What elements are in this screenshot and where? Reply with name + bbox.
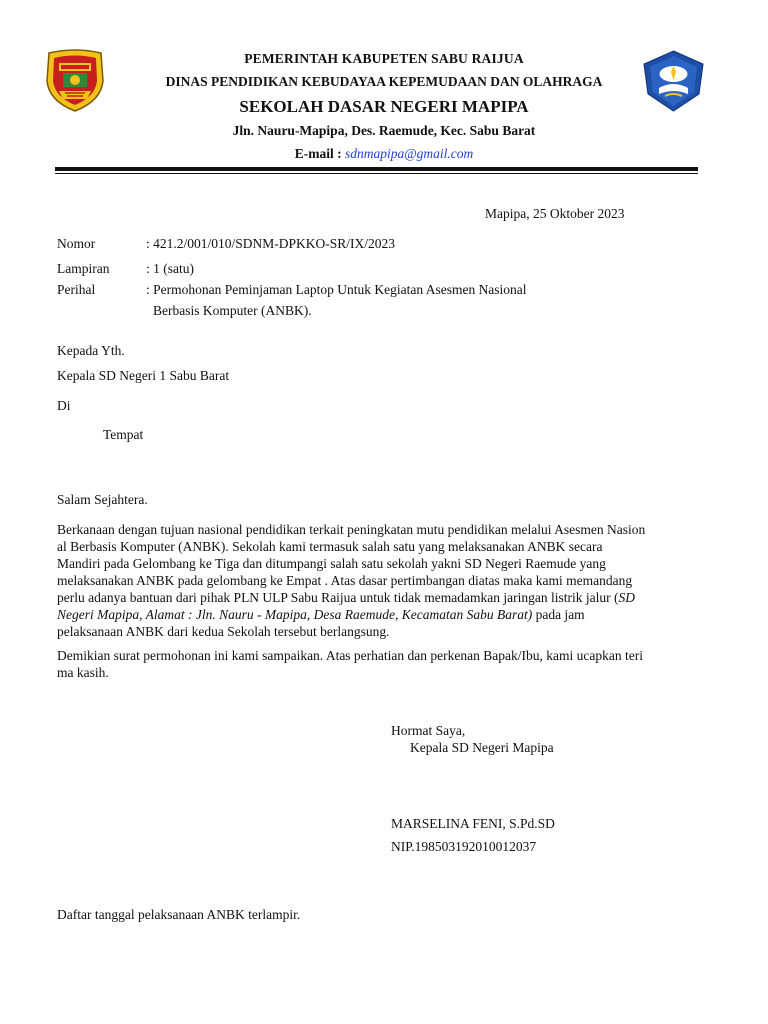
government-title: PEMERINTAH KABUPETEN SABU RAIJUA [244,51,524,66]
paragraph1-line [57,606,717,623]
closing-position: Kepala SD Negeri Mapipa [410,740,554,755]
paragraph1-line: Mandiri pada Gelombang ke Tiga dan ditumpangi salah satu sekolah yakni SD Negeri Raemude yang [57,556,606,571]
perihal-label: Perihal [57,282,96,297]
kepada-yth: Kepada Yth. [57,343,125,358]
perihal-value-line2: Berbasis Komputer (ANBK). [153,303,312,318]
letterhead-divider-thin [55,173,698,174]
salutation: Salam Sejahtera. [57,492,148,507]
letter-date: Mapipa, 25 Oktober 2023 [485,206,625,221]
attachment-note: Daftar tanggal pelaksanaan ANBK terlampir. [57,907,301,922]
lampiran-value: : 1 (satu) [146,261,194,276]
nomor-label: Nomor [57,236,96,251]
email-line [0,146,768,162]
signatory-nip: NIP.198503192010012037 [391,839,537,854]
perihal-value-line1: : Permohonan Peminjaman Laptop Untuk Kegiatan Asesmen Nasional [146,282,527,297]
email-label: E-mail : [294,146,342,161]
recipient-name: Kepala SD Negeri 1 Sabu Barat [57,368,230,383]
recipient-tempat: Tempat [103,427,144,442]
paragraph1-text: perlu adanya bantuan dari pihak PLN ULP Sabu Raijua untuk tidak memadamkan jaringan listrik jalur ( [57,590,619,605]
paragraph2-line: ma kasih. [57,665,109,680]
email-link[interactable]: sdnmapipa@gmail.com [344,146,474,161]
body-paragraph-1 [57,521,717,640]
lampiran-label: Lampiran [57,261,110,276]
school-name: SEKOLAH DASAR NEGERI MAPIPA [239,97,529,116]
paragraph1-line [57,589,717,606]
paragraph1-line: melaksanakan ANBK pada gelombang ke Empat . Atas dasar pertimbangan diatas maka kami memandang [57,573,633,588]
nomor-value: : 421.2/001/010/SDNM-DPKKO-SR/IX/2023 [146,236,396,251]
closing-hormat: Hormat Saya, [391,723,466,738]
body-paragraph-2 [57,647,717,681]
paragraph1-text: pada jam [532,607,585,622]
paragraph1-line: pelaksanaan ANBK dari kedua Sekolah tersebut berlangsung. [57,624,390,639]
signatory-name: MARSELINA FENI, S.Pd.SD [391,816,555,831]
paragraph1-italic-text: Negeri Mapipa, Alamat : Jln. Nauru - Mapipa, Desa Raemude, Kecamatan Sabu Barat) [57,607,533,622]
letterhead-divider-thick [55,167,698,171]
paragraph1-line: al Berbasis Komputer (ANBK). Sekolah kami termasuk salah satu yang melaksanakan ANBK secara [57,539,603,554]
department-title: DINAS PENDIDIKAN KEBUDAYAA KEPEMUDAAN DAN OLAHRAGA [165,74,603,89]
paragraph1-line: Berkanaan dengan tujuan nasional pendidikan terkait peningkatan mutu pendidikan melalui Asesmen Nasion [57,522,646,537]
recipient-di: Di [57,398,71,413]
school-address: Jln. Nauru-Mapipa, Des. Raemude, Kec. Sabu Barat [232,123,536,138]
paragraph2-line: Demikian surat permohonan ini kami sampaikan. Atas perhatian dan perkenan Bapak/Ibu, kami ucapkan teri [57,648,643,663]
paragraph1-italic-text: SD [618,590,635,605]
